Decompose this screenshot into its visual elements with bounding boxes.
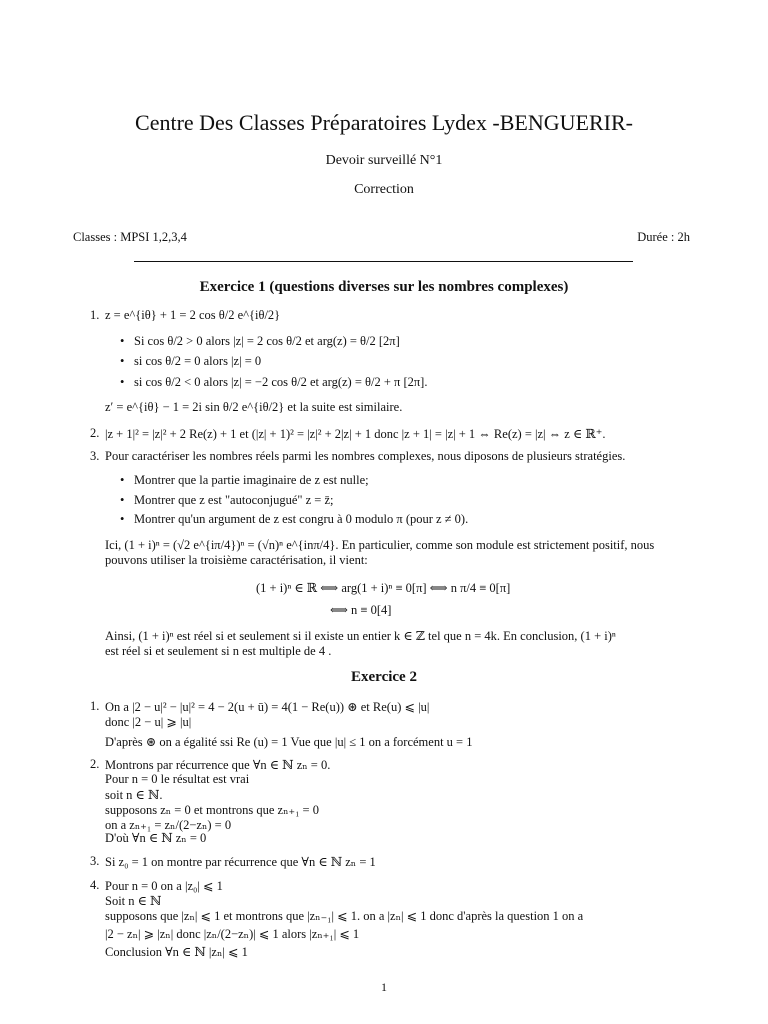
- question-number: 4.: [90, 878, 100, 892]
- document-subtitle-correction: Correction: [354, 182, 414, 197]
- question-line: pouvons utiliser la troisième caractérisation, il vient:: [105, 553, 368, 567]
- question-line: est réel si et seulement si n est multiple de 4 .: [105, 644, 332, 658]
- question-number: 2.: [90, 426, 100, 440]
- document-title: Centre Des Classes Préparatoires Lydex -BENGUERIR-: [135, 110, 633, 135]
- question-line: Ici, (1 + i)ⁿ = (√2 e^{iπ/4})ⁿ = (√n)ⁿ e^{inπ/4}. En particulier, comme son module est strictement positif, nous: [105, 538, 655, 552]
- bullet-item: • Montrer qu'un argument de z est congru à 0 modulo π (pour z ≠ 0).: [134, 512, 468, 527]
- question-line: Pour n = 0 le résultat est vrai: [105, 772, 250, 786]
- question-line: |z + 1|² = |z|² + 2 Re(z) + 1 et (|z| + 1)² = |z|² + 2|z| + 1 donc |z + 1| = |z| + 1 ⇔ Re(z) = |z| ⇔ z ∈ ℝ⁺.: [105, 427, 606, 441]
- question-line: |2 − zₙ| ⩾ |zₙ| donc |zₙ/(2−zₙ)| ⩽ 1 alors |zₙ₊₁| ⩽ 1: [105, 927, 360, 941]
- question-number: 3.: [90, 449, 100, 463]
- question-line: Pour n = 0 on a |z₀| ⩽ 1: [105, 879, 223, 893]
- question-line: D'après ⊛ on a égalité ssi Re (u) = 1 Vue que |u| ≤ 1 on a forcément u = 1: [105, 735, 473, 749]
- bullet-item: • Montrer que z est "autoconjugué" z = z̄;: [134, 493, 333, 508]
- bullet-item: • si cos θ/2 < 0 alors |z| = −2 cos θ/2 et arg(z) = θ/2 + π [2π].: [134, 375, 427, 390]
- exercise-2-title: Exercice 2: [351, 669, 417, 685]
- question-line: soit n ∈ ℕ.: [105, 788, 163, 802]
- question-line: on a zₙ₊₁ = zₙ/(2−zₙ) = 0: [105, 818, 232, 832]
- question-number: 2.: [90, 757, 100, 771]
- equation-line: (1 + i)ⁿ ∈ ℝ ⟺ arg(1 + i)ⁿ ≡ 0[π] ⟺ n π/4 ≡ 0[π]: [256, 581, 511, 595]
- page-number: 1: [381, 980, 387, 994]
- question-line: z′ = e^{iθ} − 1 = 2i sin θ/2 e^{iθ/2} et la suite est similaire.: [105, 400, 403, 414]
- bullet-item: • Si cos θ/2 > 0 alors |z| = 2 cos θ/2 et arg(z) = θ/2 [2π]: [134, 334, 400, 349]
- question-line: On a |2 − u|² − |u|² = 4 − 2(u + ū) = 4(1 − Re(u)) ⊛ et Re(u) ⩽ |u|: [105, 700, 430, 714]
- header-divider: [134, 261, 633, 262]
- question-line: Montrons par récurrence que ∀n ∈ ℕ zₙ = 0.: [105, 758, 331, 772]
- exercise-1-title: Exercice 1 (questions diverses sur les nombres complexes): [199, 279, 569, 295]
- question-line: z = e^{iθ} + 1 = 2 cos θ/2 e^{iθ/2}: [105, 308, 281, 322]
- question-line: D'où ∀n ∈ ℕ zₙ = 0: [105, 831, 207, 845]
- question-line: supposons zₙ = 0 et montrons que zₙ₊₁ = 0: [105, 803, 319, 817]
- question-number: 3.: [90, 854, 100, 868]
- question-line: supposons que |zₙ| ⩽ 1 et montrons que |zₙ₋₁| ⩽ 1. on a |zₙ| ⩽ 1 donc d'après la question 1 on a: [105, 909, 584, 923]
- question-number: 1.: [90, 699, 100, 713]
- question-line: Ainsi, (1 + i)ⁿ est réel si et seulement si il existe un entier k ∈ ℤ tel que n = 4k. En conclusion, (1 + i)ⁿ: [105, 629, 616, 643]
- duration-label: Durée : 2h: [637, 230, 690, 244]
- question-line: Pour caractériser les nombres réels parmi les nombres complexes, nous diposons de plusieurs stratégies.: [105, 449, 626, 463]
- classes-label: Classes : MPSI 1,2,3,4: [73, 230, 187, 244]
- bullet-item: • si cos θ/2 = 0 alors |z| = 0: [134, 354, 261, 369]
- bullet-item: • Montrer que la partie imaginaire de z est nulle;: [134, 473, 369, 488]
- question-line: donc |2 − u| ⩾ |u|: [105, 715, 192, 729]
- question-line: Si z₀ = 1 on montre par récurrence que ∀n ∈ ℕ zₙ = 1: [105, 855, 376, 869]
- question-number: 1.: [90, 308, 100, 322]
- document-subtitle: Devoir surveillé N°1: [325, 153, 443, 168]
- equation-line: ⟺ n ≡ 0[4]: [330, 603, 392, 617]
- question-line: Soit n ∈ ℕ: [105, 894, 162, 908]
- question-line: Conclusion ∀n ∈ ℕ |zₙ| ⩽ 1: [105, 945, 248, 959]
